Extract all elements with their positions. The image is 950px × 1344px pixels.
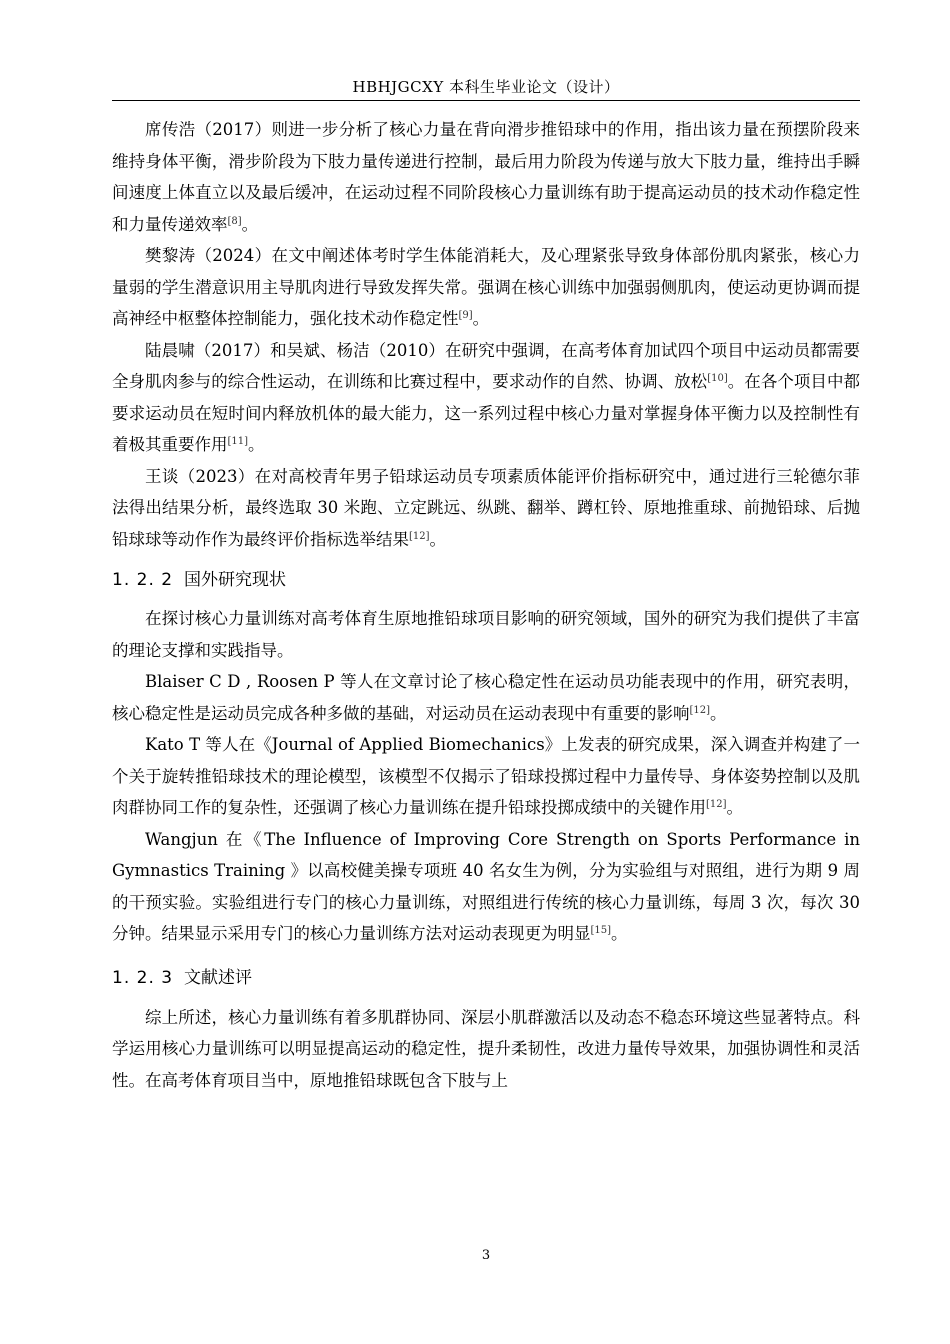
citation: [8] (227, 215, 242, 227)
citation: [15] (590, 925, 612, 936)
citation: [9] (458, 310, 473, 321)
section-heading-1-2-3 (112, 963, 860, 993)
paragraph: Wangjun 在《The Influence of Improving Core Strength on Sports Performance in Gymnastics Training 》以高校健美操专项班 40 名女生为例，分为实验组与对照组，进行为期 9 周的干预实验。实验组进行专门的核心力量训练，对照组进行传统的核心力量训练，每周 3 次，每次 30 分钟。结果显示采用专门的核心力量训练方法对运动表现更为明显[15]。 (112, 829, 860, 943)
paragraph: 樊黎涛（2024）在文中阐述体考时学生体能消耗大，及心理紧张导致身体部份肌肉紧张，核心力量弱的学生潜意识用主导肌肉进行导致发挥失常。强调在核心训练中加强弱侧肌肉，使运动更协调而提高神经中枢整体控制能力，强化技术动作稳定性[9]。 (112, 246, 860, 328)
paragraph: 综上所述，核心力量训练有着多肌群协同、深层小肌群激活以及动态不稳态环境这些显著特点。科学运用核心力量训练可以明显提高运动的稳定性，提升柔韧性，改进力量传导效果，加强协调性和灵活性。在高考体育项目当中，原地推铅球既包含下肢与上 (112, 1007, 860, 1090)
citation: [12] (706, 799, 727, 810)
citation: [12] (689, 704, 711, 716)
paragraph: 陆晨啸（2017）和吴斌、杨洁（2010）在研究中强调，在高考体育加试四个项目中运动员都需要全身肌肉参与的综合性运动，在训练和比赛过程中，要求动作的自然、协调、放松[10]。在各个项目中都要求运动员在短时间内释放机体的最大能力，这一系列过程中核心力量对掌握身体平衡力以及控制性有着极其重要作用[11]。 (112, 340, 861, 454)
paragraph: 席传浩（2017）则进一步分析了核心力量在背向滑步推铅球中的作用，指出该力量在预摆阶段来维持身体平衡，滑步阶段为下肢力量传递进行控制，最后用力阶段为传递与放大下肢力量，维持出手瞬间速度上体直立以及最后缓冲，在运动过程不同阶段核心力量训练有助于提高运动员的技术动作稳定性和力量传递效率[8]。 (112, 120, 860, 234)
paragraph: 王谈（2023）在对高校青年男子铅球运动员专项素质体能评价指标研究中，通过进行三轮德尔菲法得出结果分析，最终选取 30 米跑、立定跳远、纵跳、翻举、蹲杠铃、原地推重球、前抛铅球、后抛铅球球等动作作为最终评价指标选举结果[12]。 (112, 466, 860, 549)
section-title: 文献述评 (184, 967, 252, 988)
citation: [11] (227, 436, 249, 447)
section-title: 国外研究现状 (184, 570, 286, 590)
paragraph: Kato T 等人在《Journal of Applied Biomechanics》上发表的研究成果，深入调查并构建了一个关于旋转推铅球技术的理论模型，该模型不仅揭示了铅球投掷过程中力量传导、身体姿势控制以及肌肉群协同工作的复杂性，还强调了核心力量训练在提升铅球投掷成绩中的关键作用[12]。 (112, 735, 860, 817)
citation: [12] (409, 530, 430, 542)
paragraph: 在探讨核心力量训练对高考体育生原地推铅球项目影响的研究领域，国外的研究为我们提供了丰富的理论支撑和实践指导。 (112, 609, 860, 660)
citation: [10] (707, 373, 728, 384)
header-rule (112, 100, 860, 101)
body-text (112, 114, 860, 1096)
running-header: HBHJGCXY 本科生毕业论文（设计） (352, 78, 620, 96)
section-number: 1. 2. 3 (112, 967, 174, 988)
section-heading-1-2-2 (112, 565, 860, 595)
paragraph: Blaiser C D , Roosen P 等人在文章讨论了核心稳定性在运动员功能表现中的作用，研究表明，核心稳定性是运动员完成各种多做的基础，对运动员在运动表现中有重要的影响[12]。 (112, 672, 860, 723)
page-number: 3 (481, 1248, 491, 1263)
section-number: 1. 2. 2 (112, 570, 174, 590)
